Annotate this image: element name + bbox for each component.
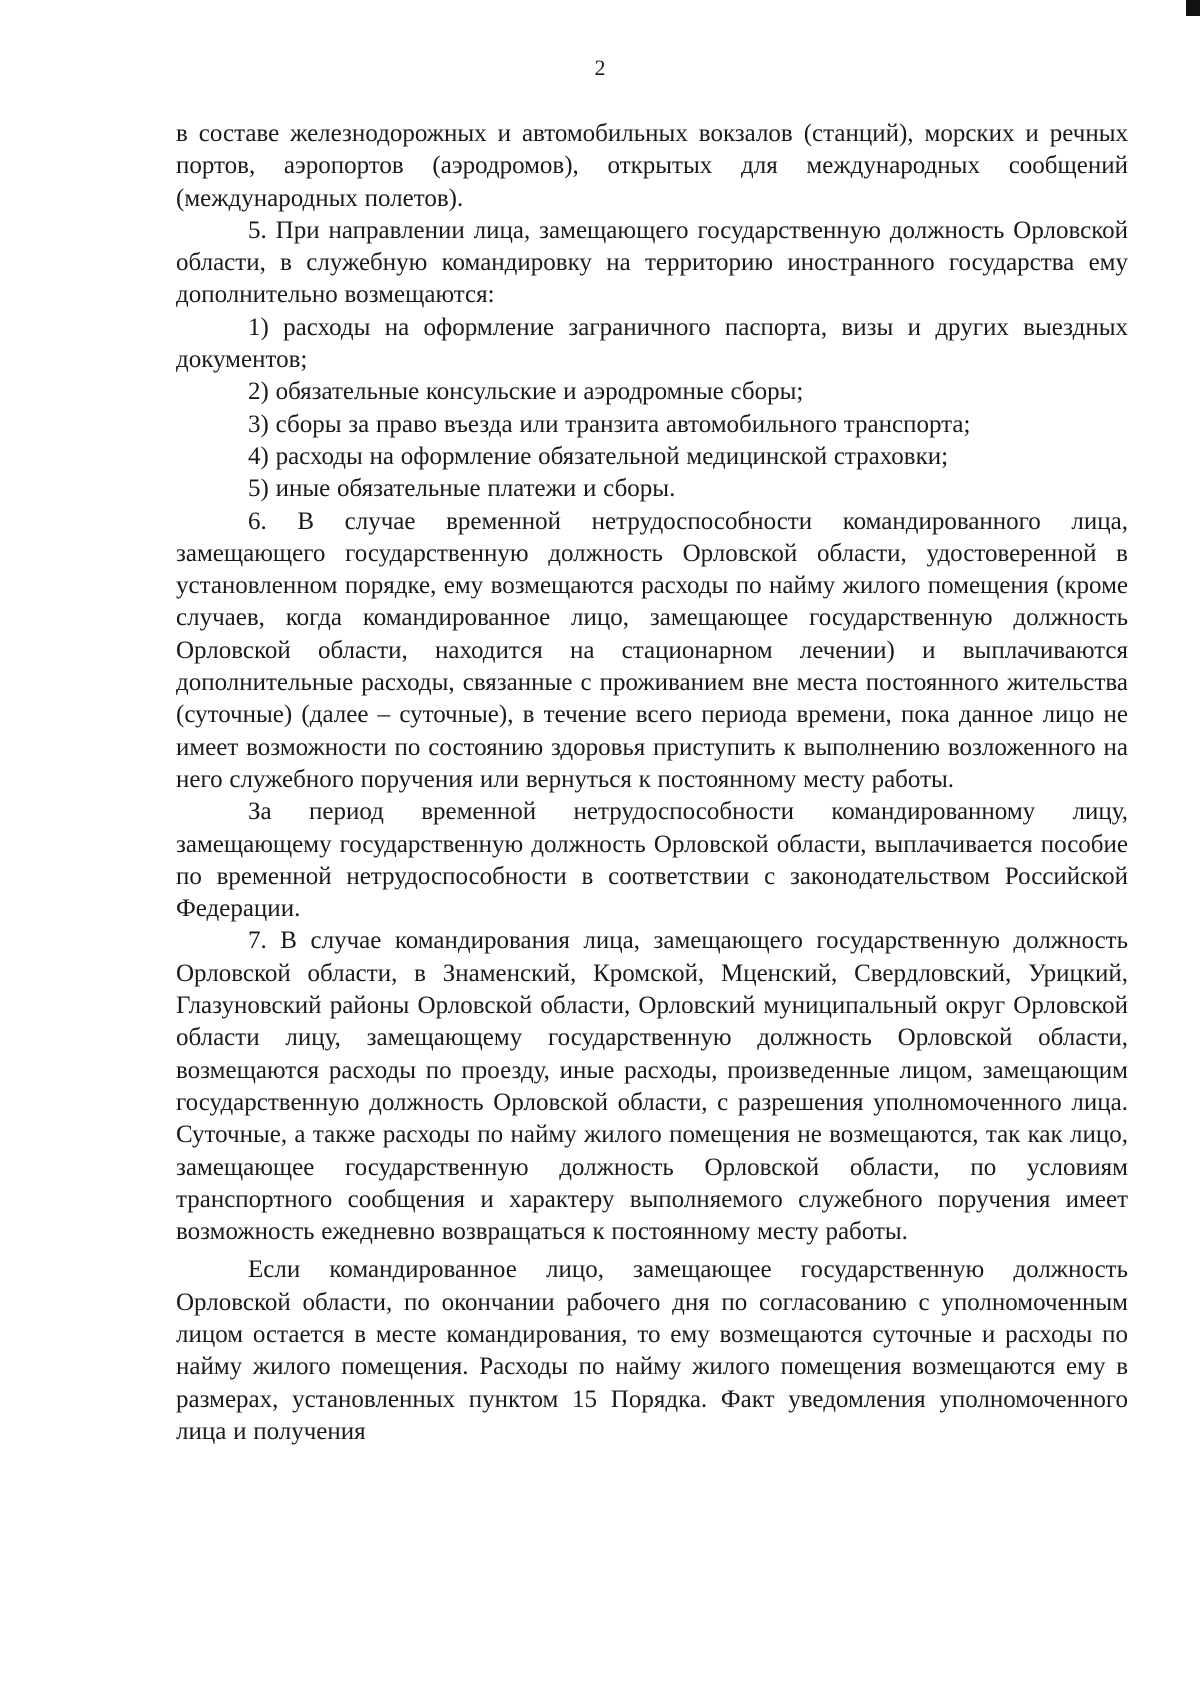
paragraph-item-6: 6. В случае временной нетрудоспособности командированного лица, замещающего государственную должность Орловской области, удостоверенной в установленном порядке, ему возмещаются расходы по найму жилого помещения (кроме случаев, когда командированное лицо, замещающее государственную должность Орловской области, находится на стационарном лечении) и выплачиваются дополнительные расходы, связанные с проживанием вне места постоянного жительства (суточные) (далее – суточные), в течение всего периода времени, пока данное лицо не имеет возможности по состоянию здоровья приступить к выполнению возложенного на него служебного поручения или вернуться к постоянному месту работы.: [176, 507, 1128, 793]
paragraph-item-7: 7. В случае командирования лица, замещающего государственную должность Орловской области, в Знаменский, Кромской, Мценский, Свердловский, Урицкий, Глазуновский районы Орловской области, Орловский муниципальный округ Орловской области лицу, замещающему государственную должность Орловской области, возмещаются расходы по проезду, иные расходы, произведенные лицом, замещающим государственную должность Орловской области, с разрешения уполномоченного лица. Суточные, а также расходы по найму жилого помещения не возмещаются, так как лицо, замещающее государственную должность Орловской области, по условиям транспортного сообщения и характеру выполняемого служебного поручения имеет возможность ежедневно возвращаться к постоянному месту работы.: [176, 927, 1128, 1246]
paragraph-continuation: в составе железнодорожных и автомобильных вокзалов (станций), морских и речных портов, аэропортов (аэродромов), открытых для международных сообщений (международных полетов).: [176, 120, 1128, 212]
list-item-2: 2) обязательные консульские и аэродромные сборы;: [248, 378, 804, 406]
list-item-3: 3) сборы за право въезда или транзита автомобильного транспорта;: [248, 410, 971, 438]
document-body: [176, 118, 1128, 1448]
list-item-1: 1) расходы на оформление заграничного паспорта, визы и других выездных документов;: [176, 313, 1128, 374]
page-number: 2: [594, 55, 606, 80]
paragraph-item-5: 5. При направлении лица, замещающего государственную должность Орловской области, в служебную командировку на территорию иностранного государства ему дополнительно возмещаются:: [176, 216, 1128, 309]
paragraph-disability-benefit: За период временной нетрудоспособности командированному лицу, замещающему государственную должность Орловской области, выплачивается пособие по временной нетрудоспособности в соответствии с законодательством Российской Федерации.: [176, 798, 1128, 923]
list-item-4: 4) расходы на оформление обязательной медицинской страховки;: [248, 442, 949, 470]
paragraph-overnight-stay: Если командированное лицо, замещающее государственную должность Орловской области, по окончании рабочего дня по согласованию с уполномоченным лицом остается в месте командирования, то ему возмещаются суточные и расходы по найму жилого помещения. Расходы по найму жилого помещения возмещаются ему в размерах, установленных пунктом 15 Порядка. Факт уведомления уполномоченного лица и получения: [176, 1256, 1128, 1445]
scan-edge-mark: [1186, 0, 1200, 16]
list-item-5: 5) иные обязательные платежи и сборы.: [248, 475, 676, 503]
